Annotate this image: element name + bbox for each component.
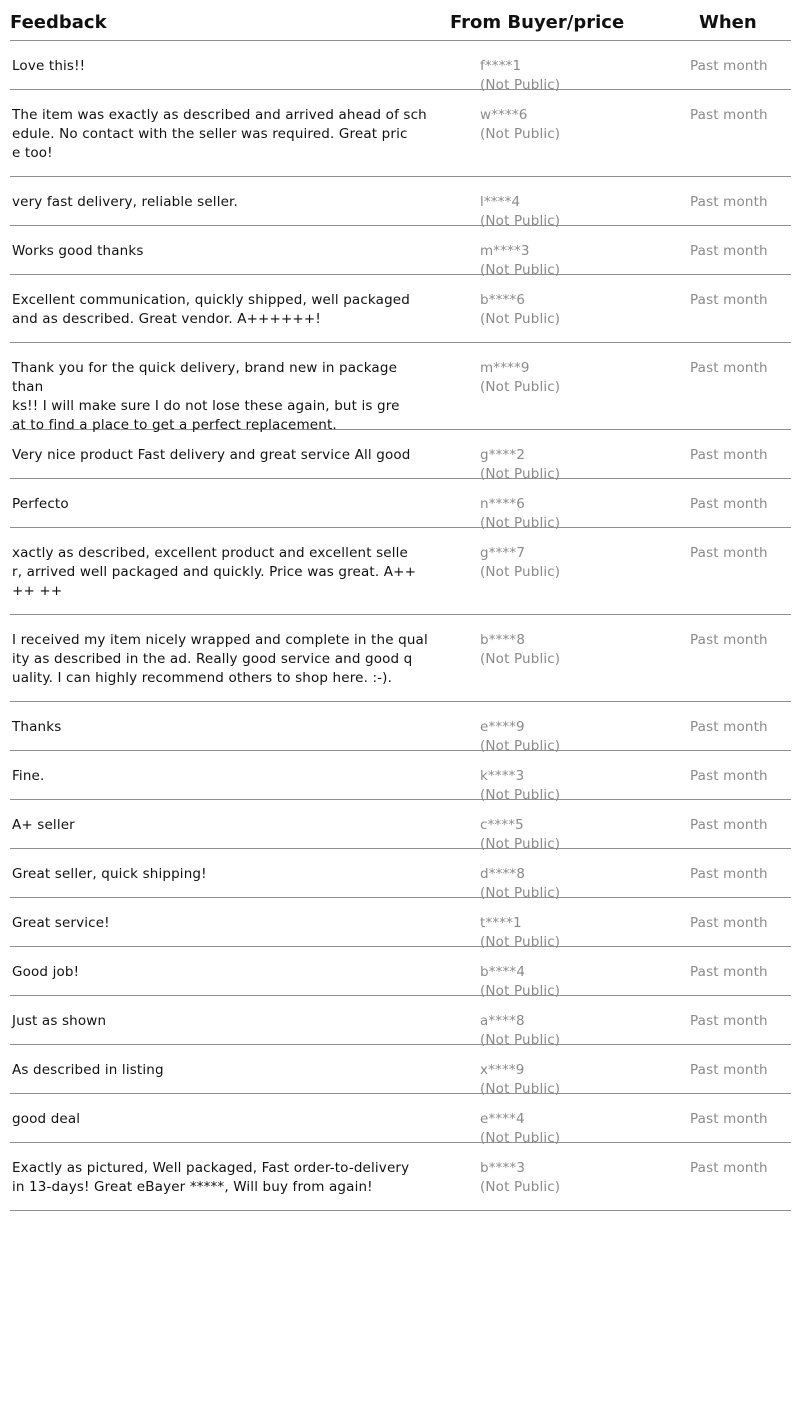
feedback-text: Exactly as pictured, Well packaged, Fast order-to-delivery in 13-days! Great eBayer *****, Will buy from again! [12,1160,410,1195]
feedback-text: Very nice product Fast delivery and great service All good [12,447,411,463]
when-text: Past month [690,866,768,882]
table-header [10,0,791,41]
when-text: Past month [690,817,768,833]
price-text: (Not Public) [480,1179,561,1195]
when-text: Past month [690,243,768,259]
price-text: (Not Public) [480,564,561,580]
column-header-buyer-price[interactable]: From Buyer/price [450,12,625,33]
table-row [10,90,791,177]
feedback-text: Works good thanks [12,243,144,259]
buyer-cell [480,359,560,397]
table-row [10,849,791,901]
buyer-name: d****8 [480,866,526,882]
feedback-text: Good job! [12,964,80,980]
table-row [10,947,791,999]
table-row [10,751,791,803]
table-row [10,177,791,229]
buyer-name: m****3 [480,243,530,259]
table-row [10,1094,791,1146]
feedback-text: Just as shown [12,1013,107,1029]
feedback-text: Thank you for the quick delivery, brand new in package than ks!! I will make sure I do not lose these again, but is gre at to find a place to get a perfect replacement. [12,360,400,433]
price-text: (Not Public) [480,836,561,852]
buyer-name: x****9 [480,1062,525,1078]
price-text: (Not Public) [480,77,561,93]
when-text: Past month [690,1062,768,1078]
buyer-name: b****4 [480,964,526,980]
feedback-text: A+ seller [12,817,75,833]
when-text: Past month [690,194,768,210]
when-text: Past month [690,632,768,648]
price-text: (Not Public) [480,311,561,327]
table-row [10,528,791,615]
feedback-text: As described in listing [12,1062,164,1078]
price-text: (Not Public) [480,1032,561,1048]
buyer-name: n****6 [480,496,526,512]
table-row [10,898,791,950]
when-text: Past month [690,292,768,308]
price-text: (Not Public) [480,787,561,803]
buyer-name: a****8 [480,1013,525,1029]
column-header-when[interactable]: When [699,12,757,33]
buyer-name: b****8 [480,632,526,648]
when-text: Past month [690,545,768,561]
buyer-name: l****4 [480,194,521,210]
feedback-text: xactly as described, excellent product and excellent selle r, arrived well packaged and quickly. Price was great. A++ ++ ++ [12,545,417,599]
buyer-cell [480,291,560,329]
feedback-table [10,0,791,1211]
table-row [10,1045,791,1097]
price-text: (Not Public) [480,379,561,395]
feedback-text: Great seller, quick shipping! [12,866,207,882]
table-row [10,702,791,754]
feedback-text: good deal [12,1111,81,1127]
table-row [10,996,791,1048]
price-text: (Not Public) [480,213,561,229]
buyer-cell [480,631,560,669]
buyer-name: g****2 [480,447,526,463]
buyer-name: b****6 [480,292,526,308]
price-text: (Not Public) [480,885,561,901]
table-row [10,343,791,433]
price-text: (Not Public) [480,934,561,950]
table-row [10,275,791,343]
buyer-name: k****3 [480,768,525,784]
price-text: (Not Public) [480,466,561,482]
table-row [10,800,791,852]
price-text: (Not Public) [480,651,561,667]
buyer-name: e****9 [480,719,525,735]
when-text: Past month [690,1111,768,1127]
table-row [10,615,791,702]
when-text: Past month [690,447,768,463]
buyer-name: m****9 [480,360,530,376]
price-text: (Not Public) [480,262,561,278]
feedback-text: Great service! [12,915,110,931]
table-row [10,41,791,93]
column-header-feedback[interactable]: Feedback [10,12,107,33]
table-row [10,1143,791,1211]
price-text: (Not Public) [480,515,561,531]
when-text: Past month [690,496,768,512]
buyer-name: c****5 [480,817,524,833]
when-text: Past month [690,964,768,980]
feedback-text: Perfecto [12,496,69,512]
when-text: Past month [690,768,768,784]
price-text: (Not Public) [480,983,561,999]
feedback-text: The item was exactly as described and arrived ahead of sch edule. No contact with the seller was required. Great pric e too! [12,107,427,161]
buyer-name: g****7 [480,545,526,561]
feedback-text: Love this!! [12,58,86,74]
buyer-name: w****6 [480,107,528,123]
feedback-text: I received my item nicely wrapped and complete in the qual ity as described in the ad. Really good service and good q uality. I can highly recommend others to shop here. :-). [12,632,428,686]
feedback-text: very fast delivery, reliable seller. [12,194,238,210]
buyer-name: f****1 [480,58,522,74]
table-row [10,479,791,531]
price-text: (Not Public) [480,1081,561,1097]
buyer-name: e****4 [480,1111,525,1127]
when-text: Past month [690,719,768,735]
price-text: (Not Public) [480,126,561,142]
feedback-text: Excellent communication, quickly shipped, well packaged and as described. Great vendor. A++++++! [12,292,410,327]
when-text: Past month [690,1013,768,1029]
buyer-name: b****3 [480,1160,526,1176]
price-text: (Not Public) [480,1130,561,1146]
buyer-cell [480,1159,560,1197]
feedback-text: Thanks [12,719,62,735]
when-text: Past month [690,1160,768,1176]
when-text: Past month [690,360,768,376]
when-text: Past month [690,915,768,931]
when-text: Past month [690,107,768,123]
feedback-text: Fine. [12,768,45,784]
table-row [10,226,791,278]
when-text: Past month [690,58,768,74]
buyer-cell [480,106,560,144]
table-row [10,430,791,482]
buyer-name: t****1 [480,915,522,931]
buyer-cell [480,544,560,582]
price-text: (Not Public) [480,738,561,754]
